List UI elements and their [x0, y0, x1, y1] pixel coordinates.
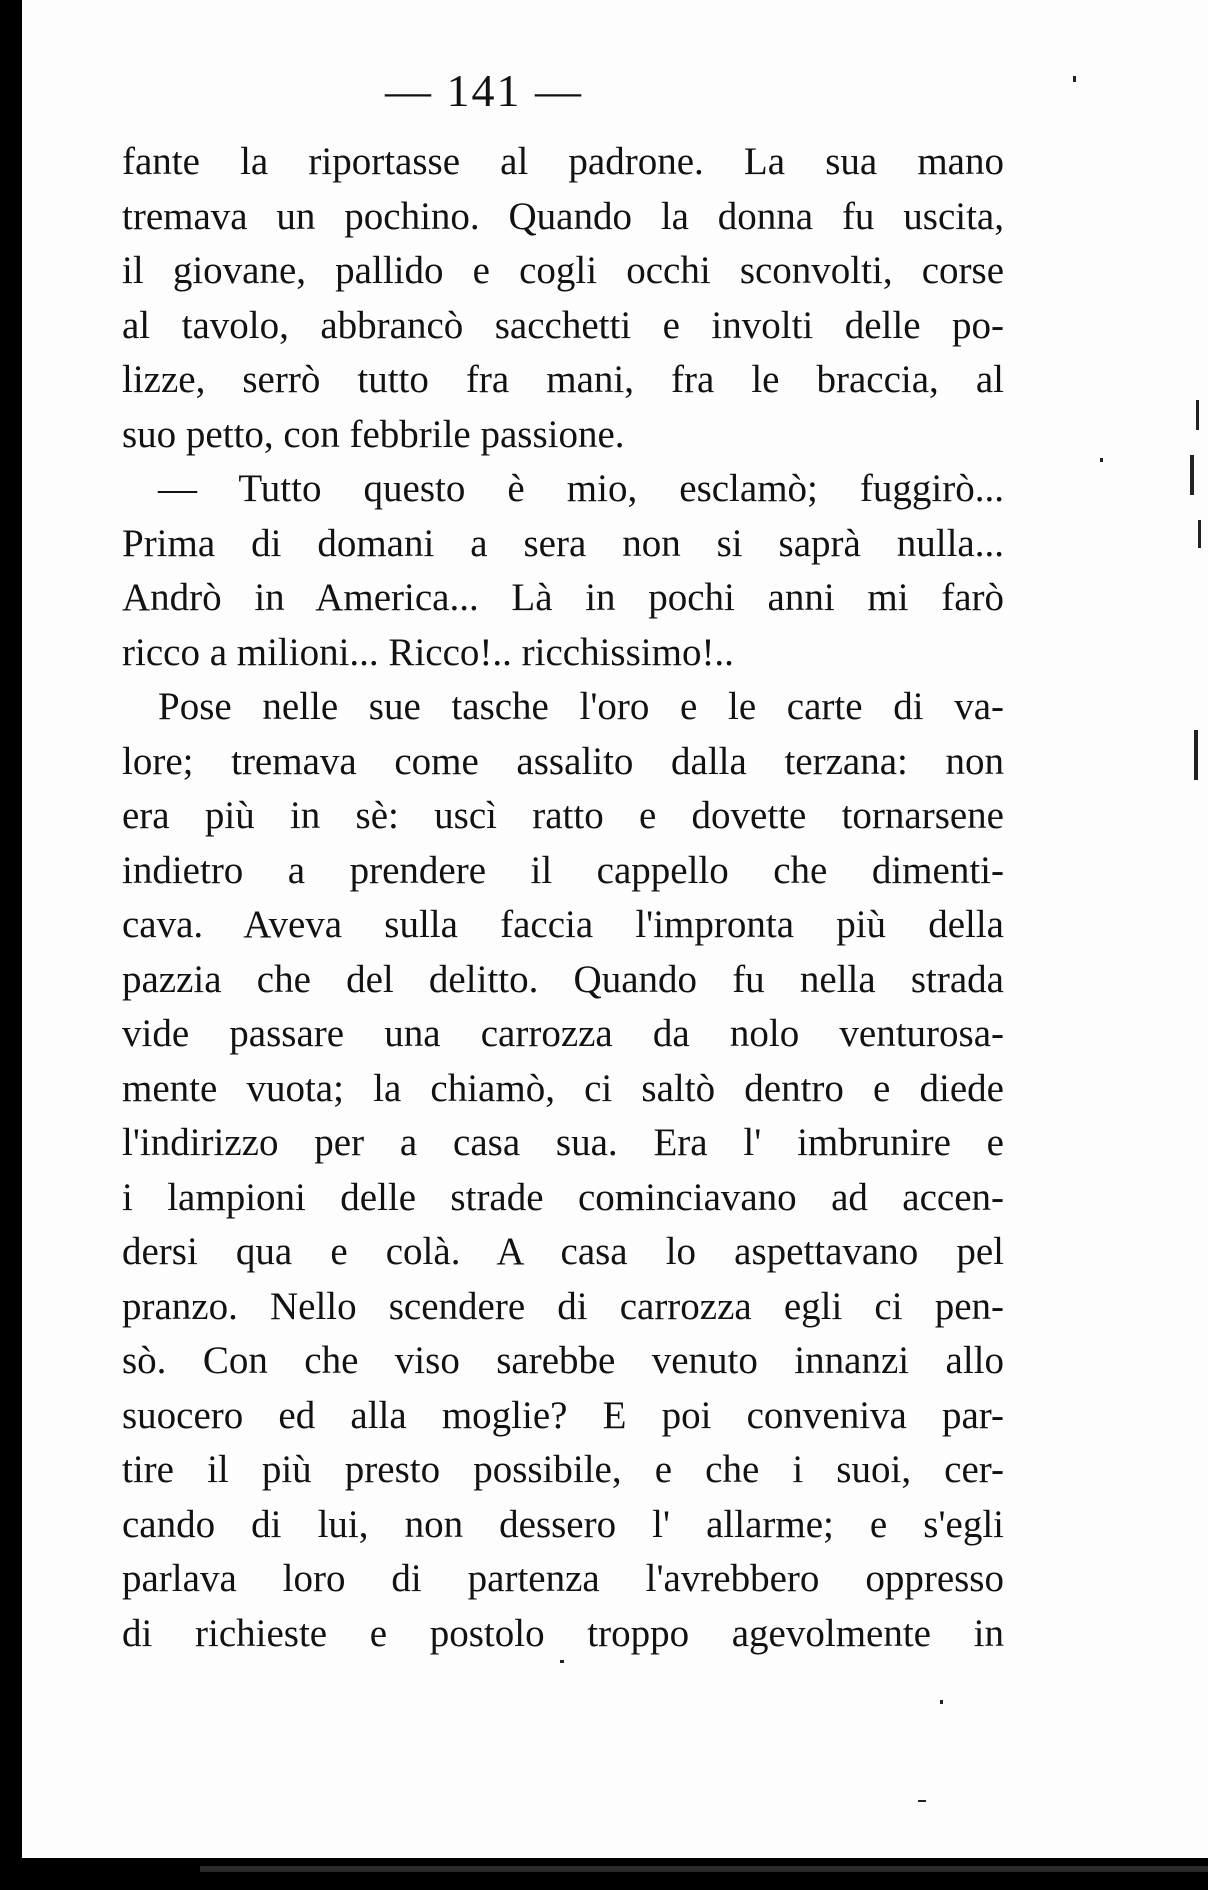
text-line: sò. Con che viso sarebbe venuto innanzi allo: [122, 1339, 1004, 1382]
text-line: mente vuota; la chiamò, ci saltò dentro e diede: [122, 1066, 1004, 1110]
page-spine-shadow: [0, 0, 22, 1890]
text-line: Pose nelle sue tasche l'oro e le carte di va-: [158, 685, 1004, 728]
text-line: cava. Aveva sulla faccia l'impronta più della: [122, 903, 1004, 946]
body-text: [122, 135, 1004, 1661]
page-bottom-shadow: [0, 1858, 1208, 1890]
page-number: — 141 —: [385, 65, 583, 116]
text-line: suo petto, con febbrile passione.: [122, 412, 625, 456]
text-line: parlava loro di partenza l'avrebbero oppresso: [122, 1557, 1004, 1600]
paragraph-3: [122, 680, 1004, 1661]
text-line: Prima di domani a sera non si saprà nulla...: [122, 521, 1004, 565]
text-line: suocero ed alla moglie? E poi conveniva par-: [122, 1393, 1004, 1437]
text-line: tire il più presto possibile, e che i suoi, cer-: [122, 1448, 1004, 1491]
text-line: dersi qua e colà. A casa lo aspettavano pel: [122, 1230, 1004, 1273]
text-line: ricco a milioni... Ricco!.. ricchissimo!..: [122, 630, 734, 674]
text-line: di richieste e postolo troppo agevolmente in: [122, 1611, 1004, 1655]
text-line: — Tutto questo è mio, esclamò; fuggirò...: [158, 467, 1004, 510]
page-bottom-edge: [200, 1866, 1208, 1872]
paragraph-2: [122, 462, 1004, 680]
text-line: tremava un pochino. Quando la donna fu uscita,: [122, 194, 1004, 238]
text-line: al tavolo, abbrancò sacchetti e involti delle po-: [122, 303, 1004, 347]
text-line: Andrò in America... Là in pochi anni mi farò: [122, 576, 1004, 619]
text-line: i lampioni delle strade cominciavano ad accen-: [122, 1175, 1004, 1219]
text-line: cando di lui, non dessero l' allarme; e s'egli: [122, 1502, 1004, 1546]
text-line: fante la riportasse al padrone. La sua mano: [122, 140, 1004, 183]
text-line: lore; tremava come assalito dalla terzana: non: [122, 739, 1004, 783]
text-line: l'indirizzo per a casa sua. Era l' imbrunire e: [122, 1121, 1004, 1164]
text-line: il giovane, pallido e cogli occhi sconvolti, corse: [122, 249, 1004, 292]
text-line: era più in sè: uscì ratto e dovette tornarsene: [122, 794, 1004, 837]
text-line: vide passare una carrozza da nolo venturosa-: [122, 1012, 1004, 1055]
text-line: pranzo. Nello scendere di carrozza egli ci pen-: [122, 1284, 1004, 1328]
paragraph-1: [122, 135, 1004, 462]
text-line: pazzia che del delitto. Quando fu nella strada: [122, 957, 1004, 1001]
text-line: indietro a prendere il cappello che dimenti-: [122, 848, 1004, 892]
text-line: lizze, serrò tutto fra mani, fra le braccia, al: [122, 358, 1004, 401]
